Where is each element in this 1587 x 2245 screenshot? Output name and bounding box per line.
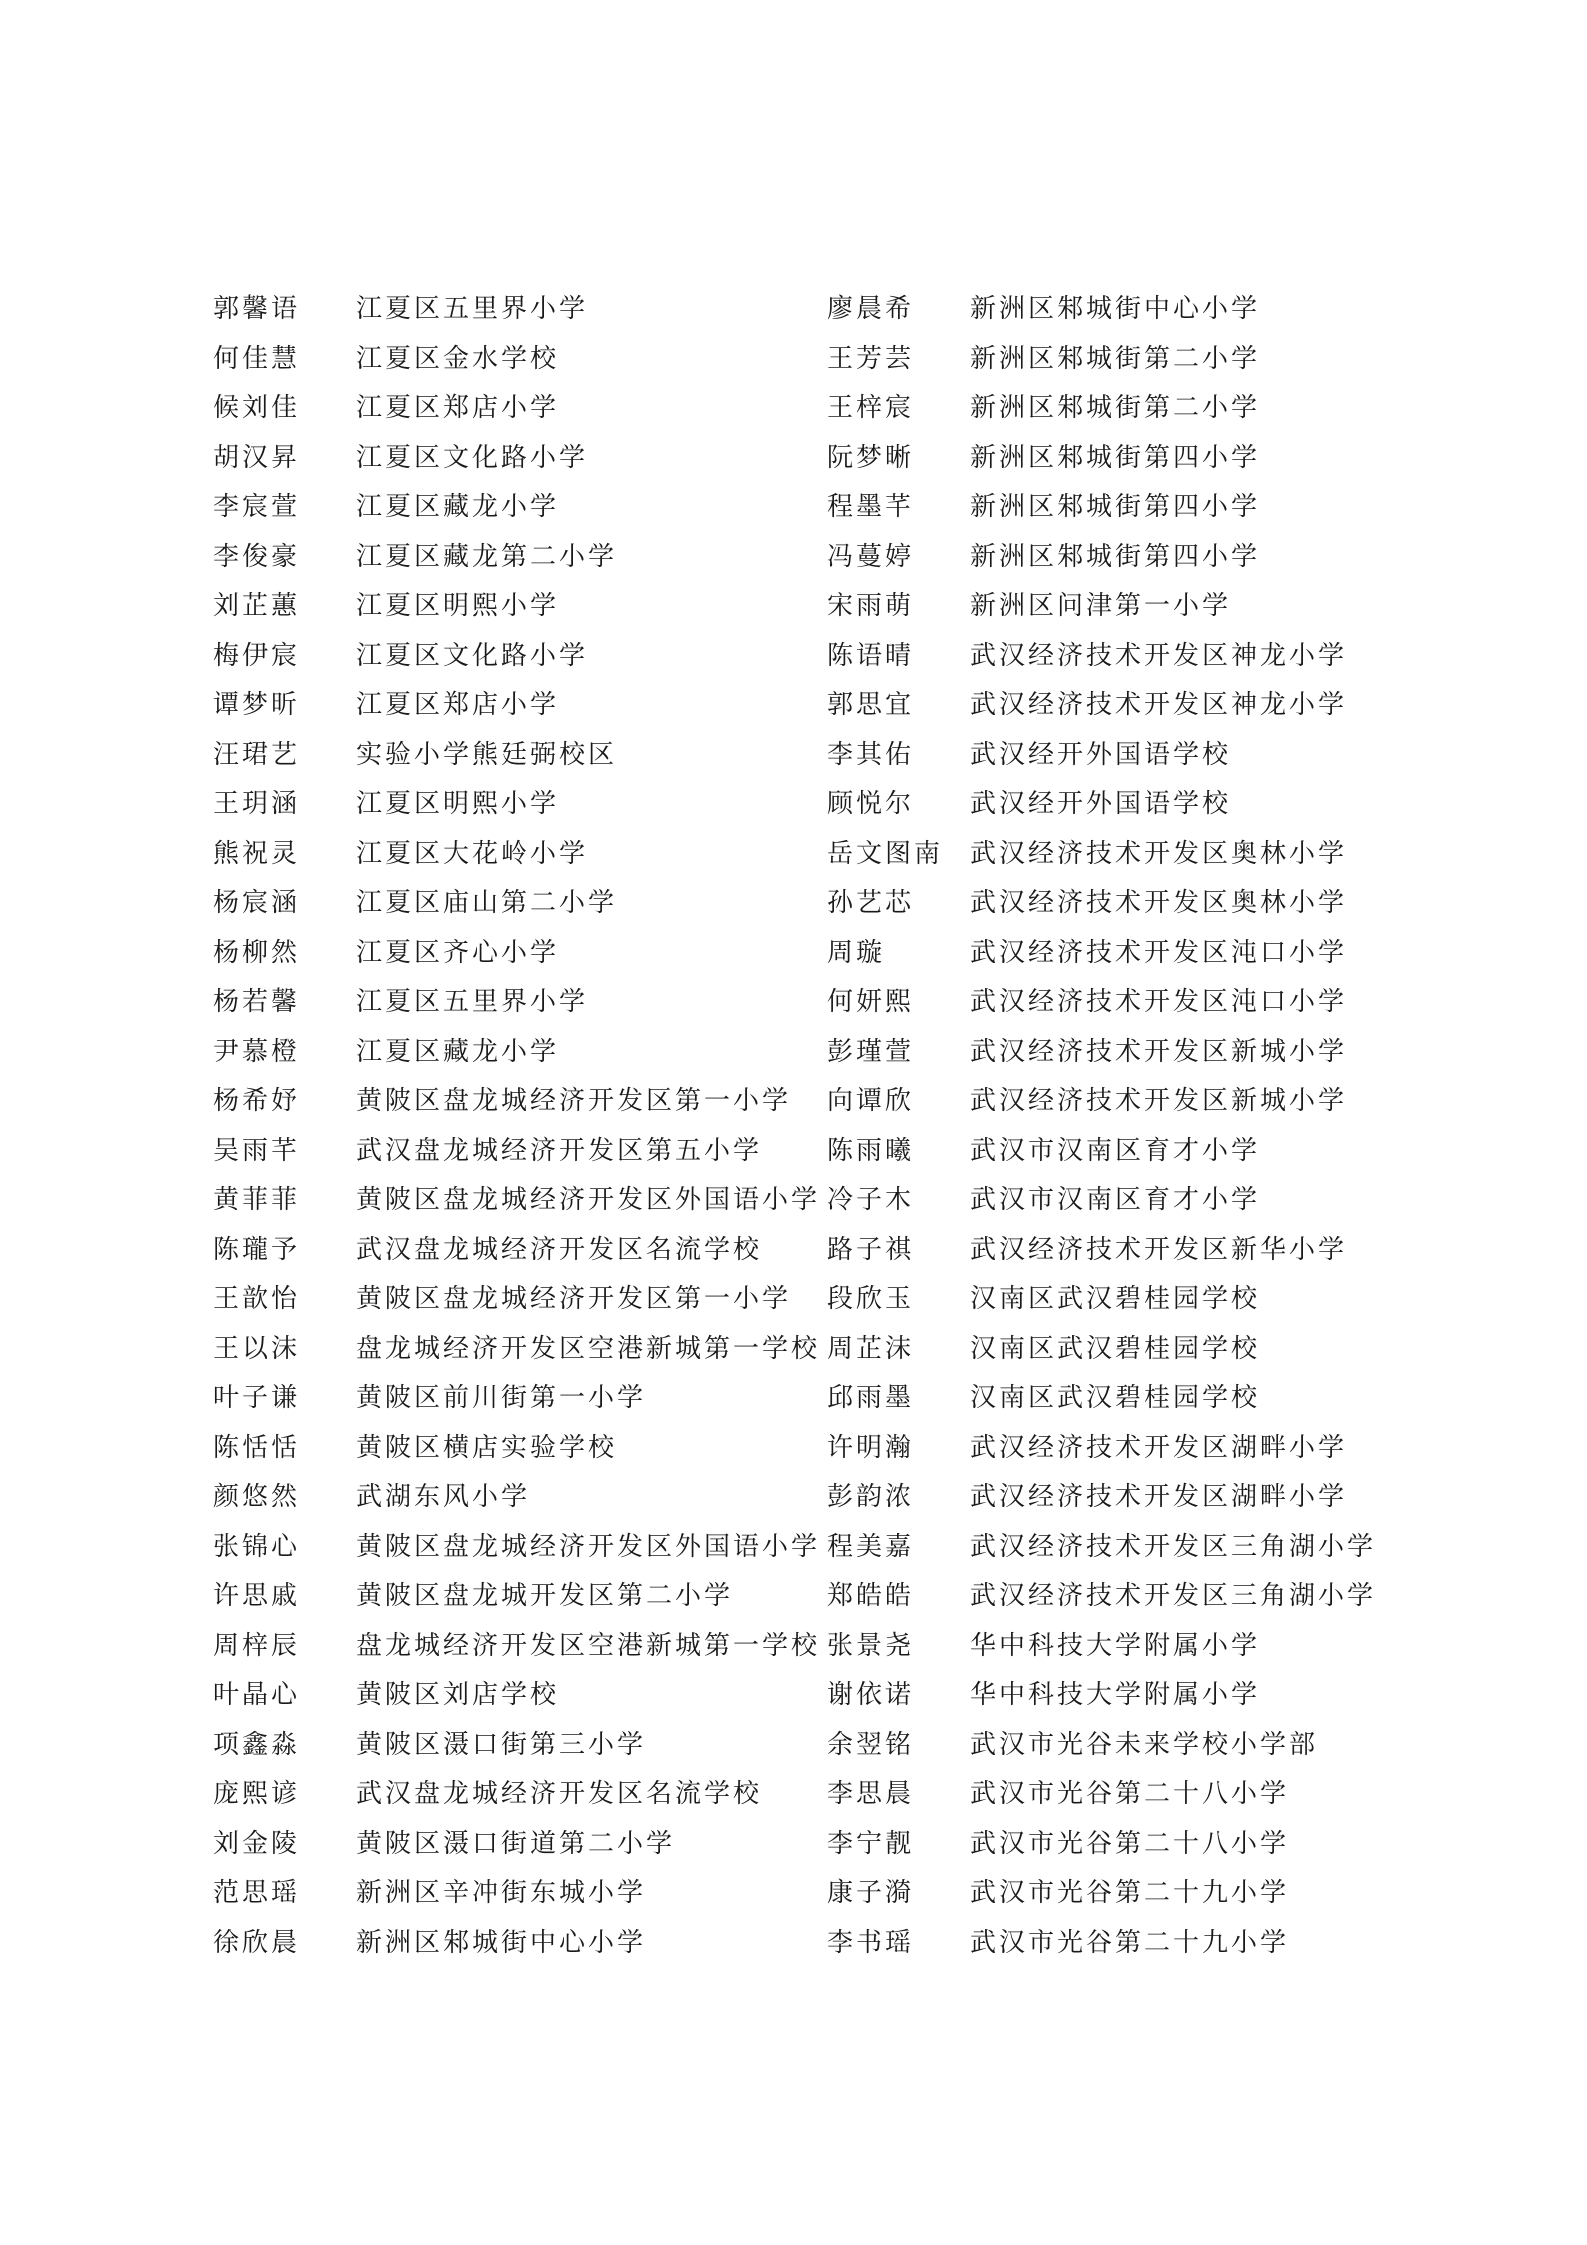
list-item [213,1428,813,1478]
school-name: 黄陂区盘龙城经济开发区第一小学 [356,1086,792,1116]
school-name: 黄陂区滠口街道第二小学 [356,1828,676,1859]
list-item [213,1626,821,1676]
school-name: 武汉市光谷第二十九小学 [970,1927,1290,1958]
student-name: 梅伊宸 [213,640,301,671]
student-name: 邱雨墨 [827,1383,915,1413]
list-item [213,933,813,983]
student-name: 尹慕橙 [213,1036,301,1067]
list-item [827,1131,1427,1181]
school-name: 武汉经济技术开发区湖畔小学 [970,1432,1348,1463]
student-name: 徐欣晨 [213,1927,301,1958]
list-item [213,1873,813,1923]
student-name: 汪珺艺 [213,739,301,770]
school-name: 武汉经开外国语学校 [970,739,1232,770]
list-item [827,1230,1427,1280]
list-item [213,1032,813,1082]
list-item [827,1873,1427,1923]
student-name: 杨若馨 [213,987,301,1017]
list-item [827,1329,1427,1379]
list-item [827,1081,1427,1131]
student-name: 杨柳然 [213,937,301,968]
list-item [213,1824,813,1874]
list-item [827,636,1427,686]
school-name: 新洲区邾城街第四小学 [970,492,1261,522]
list-item [827,487,1427,537]
school-name: 黄陂区前川街第一小学 [356,1383,647,1413]
list-item [213,1230,813,1280]
school-name: 新洲区邾城街中心小学 [970,294,1261,324]
list-item [827,537,1427,587]
student-name: 李俊豪 [213,541,301,572]
student-name: 陈语晴 [827,640,915,671]
student-name: 向谭欣 [827,1086,915,1116]
list-item [213,1725,813,1775]
school-name: 江夏区藏龙小学 [356,492,560,522]
student-name: 周芷沫 [827,1333,915,1364]
student-name: 廖晨希 [827,294,915,324]
school-name: 黄陂区盘龙城经济开发区第一小学 [356,1284,792,1314]
list-item [213,784,813,834]
list-item [213,388,813,438]
school-name: 江夏区藏龙小学 [356,1036,560,1067]
school-name: 汉南区武汉碧桂园学校 [970,1383,1261,1413]
list-item [827,784,1427,834]
student-name: 王歆怡 [213,1284,301,1314]
school-name: 武汉市光谷第二十八小学 [970,1828,1290,1859]
school-name: 武汉市光谷未来学校小学部 [970,1729,1319,1760]
student-name: 王芳芸 [827,343,915,374]
school-name: 武汉经济技术开发区沌口小学 [970,937,1348,968]
student-name: 黄菲菲 [213,1185,301,1215]
student-name: 庞熙谚 [213,1779,301,1809]
student-name: 李宸萱 [213,492,301,522]
student-name: 王以沫 [213,1333,301,1364]
school-name: 黄陂区盘龙城经济开发区外国语小学 [356,1185,821,1215]
list-item [827,586,1427,636]
list-item [827,1774,1427,1824]
list-item [213,1923,813,1973]
list-item [213,1279,813,1329]
list-item [827,834,1427,884]
school-name: 盘龙城经济开发区空港新城第一学校 [356,1630,821,1661]
student-name: 张锦心 [213,1531,301,1562]
school-name: 武汉市光谷第二十八小学 [970,1779,1290,1809]
school-name: 江夏区文化路小学 [356,442,589,473]
list-item [827,883,1427,933]
list-item [827,1378,1427,1428]
school-name: 黄陂区滠口街第三小学 [356,1729,647,1760]
school-name: 新洲区邾城街中心小学 [356,1927,647,1958]
school-name: 武汉市汉南区育才小学 [970,1185,1261,1215]
school-name: 盘龙城经济开发区空港新城第一学校 [356,1333,821,1364]
school-name: 江夏区齐心小学 [356,937,560,968]
list-item [213,339,813,389]
school-name: 新洲区邾城街第二小学 [970,393,1261,423]
list-item [827,1725,1427,1775]
school-name: 武汉经济技术开发区新城小学 [970,1086,1348,1116]
student-name: 陈雨曦 [827,1135,915,1166]
school-name: 新洲区邾城街第四小学 [970,442,1261,473]
school-name: 武汉经济技术开发区湖畔小学 [970,1482,1348,1512]
student-name: 彭瑾萱 [827,1036,915,1067]
student-name: 何妍熙 [827,987,915,1017]
school-name: 江夏区明熙小学 [356,789,560,819]
student-name: 岳文图南 [827,838,944,869]
student-name: 刘金陵 [213,1828,301,1859]
list-item [827,1675,1427,1725]
list-item [827,289,1427,339]
school-name: 黄陂区刘店学校 [356,1680,560,1710]
student-name: 宋雨萌 [827,591,915,621]
list-item [213,834,813,884]
list-item [827,1279,1427,1329]
school-name: 华中科技大学附属小学 [970,1680,1261,1710]
list-item [213,1131,813,1181]
school-name: 武汉经济技术开发区三角湖小学 [970,1581,1377,1611]
school-name: 实验小学熊廷弼校区 [356,739,618,770]
school-name: 武汉市光谷第二十九小学 [970,1878,1290,1908]
list-item [827,1824,1427,1874]
school-name: 江夏区大花岭小学 [356,838,589,869]
school-name: 武汉经济技术开发区三角湖小学 [970,1531,1377,1562]
list-item [213,883,813,933]
student-name: 段欣玉 [827,1284,915,1314]
school-name: 江夏区郑店小学 [356,393,560,423]
list-item [827,735,1427,785]
school-name: 武汉盘龙城经济开发区名流学校 [356,1234,763,1265]
student-name: 项鑫淼 [213,1729,301,1760]
student-name: 熊祝灵 [213,838,301,869]
school-name: 武汉经济技术开发区沌口小学 [970,987,1348,1017]
list-item [827,388,1427,438]
school-name: 黄陂区盘龙城经济开发区外国语小学 [356,1531,821,1562]
school-name: 新洲区邾城街第二小学 [970,343,1261,374]
student-name: 谭梦昕 [213,690,301,720]
school-name: 黄陂区横店实验学校 [356,1432,618,1463]
school-name: 江夏区明熙小学 [356,591,560,621]
school-name: 华中科技大学附属小学 [970,1630,1261,1661]
student-name: 周梓辰 [213,1630,301,1661]
school-name: 江夏区郑店小学 [356,690,560,720]
list-item [827,1576,1427,1626]
school-name: 武汉经济技术开发区新城小学 [970,1036,1348,1067]
list-item [213,636,813,686]
student-name: 李书瑶 [827,1927,915,1958]
school-name: 武汉盘龙城经济开发区第五小学 [356,1135,763,1166]
student-name: 程墨芊 [827,492,915,522]
student-name: 周璇 [827,937,886,968]
list-item [213,1180,821,1230]
student-name: 叶晶心 [213,1680,301,1710]
student-name: 李其佑 [827,739,915,770]
student-name: 路子祺 [827,1234,915,1265]
student-name: 吴雨芊 [213,1135,301,1166]
student-name: 陈恬恬 [213,1432,301,1463]
student-name: 张景尧 [827,1630,915,1661]
list-item [213,1477,813,1527]
school-name: 新洲区邾城街第四小学 [970,541,1261,572]
student-name: 胡汉昇 [213,442,301,473]
list-item [827,982,1427,1032]
student-name: 孙艺芯 [827,888,915,918]
school-name: 武汉经济技术开发区神龙小学 [970,690,1348,720]
list-item [827,1477,1427,1527]
student-name: 郑皓皓 [827,1581,915,1611]
list-item [827,1626,1427,1676]
list-item [213,1576,813,1626]
student-name: 余翌铭 [827,1729,915,1760]
list-item [827,438,1427,488]
student-name: 彭韵浓 [827,1482,915,1512]
list-item [213,982,813,1032]
school-name: 江夏区金水学校 [356,343,560,374]
list-item [213,735,813,785]
list-item [213,1081,813,1131]
student-name: 杨宸涵 [213,888,301,918]
list-item [213,1527,821,1577]
student-name: 许明瀚 [827,1432,915,1463]
student-name: 顾悦尔 [827,789,915,819]
student-name: 陈瓏予 [213,1234,301,1265]
school-name: 武汉经开外国语学校 [970,789,1232,819]
list-item [827,933,1427,983]
list-item [213,289,813,339]
list-item [827,1032,1427,1082]
school-name: 新洲区辛冲街东城小学 [356,1878,647,1908]
student-name: 王梓宸 [827,393,915,423]
list-item [213,1329,821,1379]
student-name: 康子漪 [827,1878,915,1908]
school-name: 武湖东风小学 [356,1482,531,1512]
student-name: 阮梦晰 [827,442,915,473]
student-name: 范思瑶 [213,1878,301,1908]
list-item [827,339,1427,389]
school-name: 新洲区问津第一小学 [970,591,1232,621]
student-name: 郭馨语 [213,294,301,324]
list-item [213,1378,813,1428]
student-name: 许思戚 [213,1581,301,1611]
school-name: 武汉经济技术开发区奥林小学 [970,888,1348,918]
list-item [827,1923,1427,1973]
list-item [213,438,813,488]
student-name: 冷子木 [827,1185,915,1215]
school-name: 江夏区藏龙第二小学 [356,541,618,572]
list-item [213,685,813,735]
student-name: 叶子谦 [213,1383,301,1413]
right-column [827,289,1427,1972]
student-name: 谢依诺 [827,1680,915,1710]
school-name: 江夏区五里界小学 [356,294,589,324]
list-item [213,1774,813,1824]
school-name: 汉南区武汉碧桂园学校 [970,1284,1261,1314]
student-name: 王玥涵 [213,789,301,819]
student-name: 李思晨 [827,1779,915,1809]
school-name: 黄陂区盘龙城开发区第二小学 [356,1581,734,1611]
student-name: 程美嘉 [827,1531,915,1562]
school-name: 武汉经济技术开发区新华小学 [970,1234,1348,1265]
student-name: 何佳慧 [213,343,301,374]
school-name: 汉南区武汉碧桂园学校 [970,1333,1261,1364]
list-item [827,685,1427,735]
school-name: 武汉市汉南区育才小学 [970,1135,1261,1166]
school-name: 江夏区文化路小学 [356,640,589,671]
list-item [827,1428,1427,1478]
school-name: 江夏区五里界小学 [356,987,589,1017]
list-item [827,1180,1427,1230]
student-name: 颜悠然 [213,1482,301,1512]
list-item [213,487,813,537]
list-item [827,1527,1427,1577]
school-name: 武汉经济技术开发区奥林小学 [970,838,1348,869]
list-item [213,1675,813,1725]
student-name: 郭思宜 [827,690,915,720]
student-name: 李宁靓 [827,1828,915,1859]
student-name: 杨希妤 [213,1086,301,1116]
school-name: 武汉经济技术开发区神龙小学 [970,640,1348,671]
school-name: 武汉盘龙城经济开发区名流学校 [356,1779,763,1809]
left-column [213,289,821,1972]
student-name: 刘芷蕙 [213,591,301,621]
school-name: 江夏区庙山第二小学 [356,888,618,918]
student-name: 候刘佳 [213,393,301,423]
list-item [213,537,813,587]
list-item [213,586,813,636]
student-name: 冯蔓婷 [827,541,915,572]
